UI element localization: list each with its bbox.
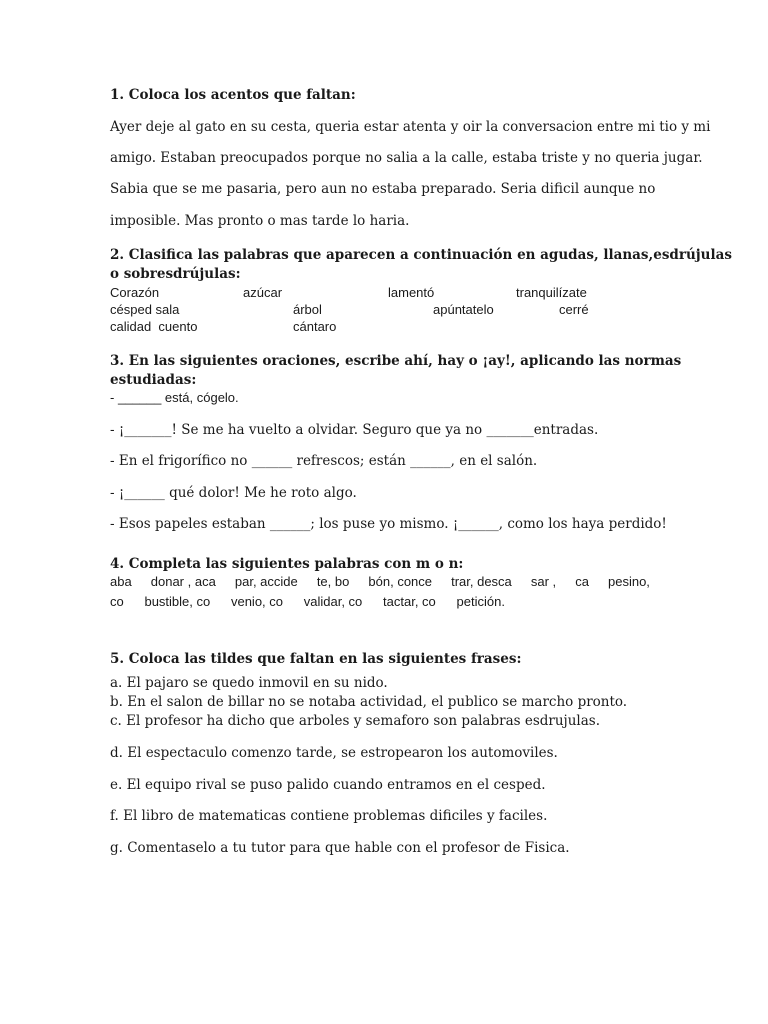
q4-fragment: par, accide xyxy=(234,574,298,589)
q1-line-1: Ayer deje al gato en su cesta, queria estar atenta y oir la conversacion entre mi tio y mi xyxy=(110,119,711,135)
q2-word: Corazón xyxy=(110,285,160,300)
q4-fragment: co xyxy=(110,594,124,609)
q3-title-line-1: 3. En las siguientes oraciones, escribe ahí, hay o ¡ay!, aplicando las normas xyxy=(110,353,682,369)
q3-title-line-2: estudiadas: xyxy=(110,372,197,388)
q2-word: calidad cuento xyxy=(110,319,198,334)
q4-fragment: ca xyxy=(575,574,589,589)
q4-fragment: te, bo xyxy=(316,574,350,589)
q2-word: césped sala xyxy=(110,302,180,317)
q1-line-4: imposible. Mas pronto o mas tarde lo haria. xyxy=(110,213,410,229)
q5-sentence-b: b. En el salon de billar no se notaba actividad, el publico se marcho pronto. xyxy=(110,694,628,710)
q2-word: apúntatelo xyxy=(433,302,494,317)
q4-fragment: aba xyxy=(110,574,132,589)
q2-word: cerré xyxy=(559,302,589,317)
q3-sentence-2: - ¡_______! Se me ha vuelto a olvidar. Seguro que ya no _______entradas. xyxy=(110,422,599,438)
q2-word: azúcar xyxy=(243,285,283,300)
q2-title-line-2: o sobresdrújulas: xyxy=(110,266,241,282)
q5-title: 5. Coloca las tildes que faltan en las siguientes frases: xyxy=(110,651,522,667)
q5-sentence-a: a. El pajaro se quedo inmovil en su nido. xyxy=(110,675,388,691)
q2-word: árbol xyxy=(293,302,322,317)
q3-sentence-1: - ______ está, cógelo. xyxy=(110,390,239,405)
q4-fragment: bón, conce xyxy=(368,574,433,589)
q4-fragment: petición. xyxy=(456,594,505,609)
q2-title-line-1: 2. Clasifica las palabras que aparecen a continuación en agudas, llanas,esdrújulas xyxy=(110,247,732,263)
q1-line-2: amigo. Estaban preocupados porque no salia a la calle, estaba triste y no queria jugar. xyxy=(110,150,703,166)
q4-fragment: sar , xyxy=(530,574,557,589)
q5-sentence-c: c. El profesor ha dicho que arboles y semaforo son palabras esdrujulas. xyxy=(110,713,601,729)
q4-title: 4. Completa las siguientes palabras con m o n: xyxy=(110,556,464,572)
q4-fragment: donar , aca xyxy=(150,574,216,589)
q4-fragment: tactar, co xyxy=(383,594,436,609)
q5-sentence-e: e. El equipo rival se puso palido cuando entramos en el cesped. xyxy=(110,777,546,793)
q5-sentence-g: g. Comentaselo a tu tutor para que hable con el profesor de Fisica. xyxy=(110,840,570,856)
q1-title: 1. Coloca los acentos que faltan: xyxy=(110,87,356,103)
q4-fragment: validar, co xyxy=(303,594,363,609)
q4-fragment: venio, co xyxy=(230,594,284,609)
q5-sentence-f: f. El libro de matematicas contiene problemas dificiles y faciles. xyxy=(110,808,548,824)
q4-fragment: bustible, co xyxy=(144,594,211,609)
q3-sentence-4: - ¡______ qué dolor! Me he roto algo. xyxy=(110,485,357,501)
q2-word: lamentó xyxy=(388,285,435,300)
q3-sentence-3: - En el frigorífico no ______ refrescos; están ______, en el salón. xyxy=(110,453,538,469)
q1-line-3: Sabia que se me pasaria, pero aun no estaba preparado. Seria dificil aunque no xyxy=(110,181,656,197)
q5-sentence-d: d. El espectaculo comenzo tarde, se estropearon los automoviles. xyxy=(110,745,558,761)
q2-word: tranquilízate xyxy=(516,285,587,300)
q2-word: cántaro xyxy=(293,319,337,334)
q4-row-1 xyxy=(110,573,650,591)
q4-row-2 xyxy=(110,593,505,611)
q4-fragment: pesino, xyxy=(608,574,650,589)
q4-fragment: trar, desca xyxy=(451,574,512,589)
q3-sentence-5: - Esos papeles estaban ______; los puse yo mismo. ¡______, como los haya perdido! xyxy=(110,516,667,532)
